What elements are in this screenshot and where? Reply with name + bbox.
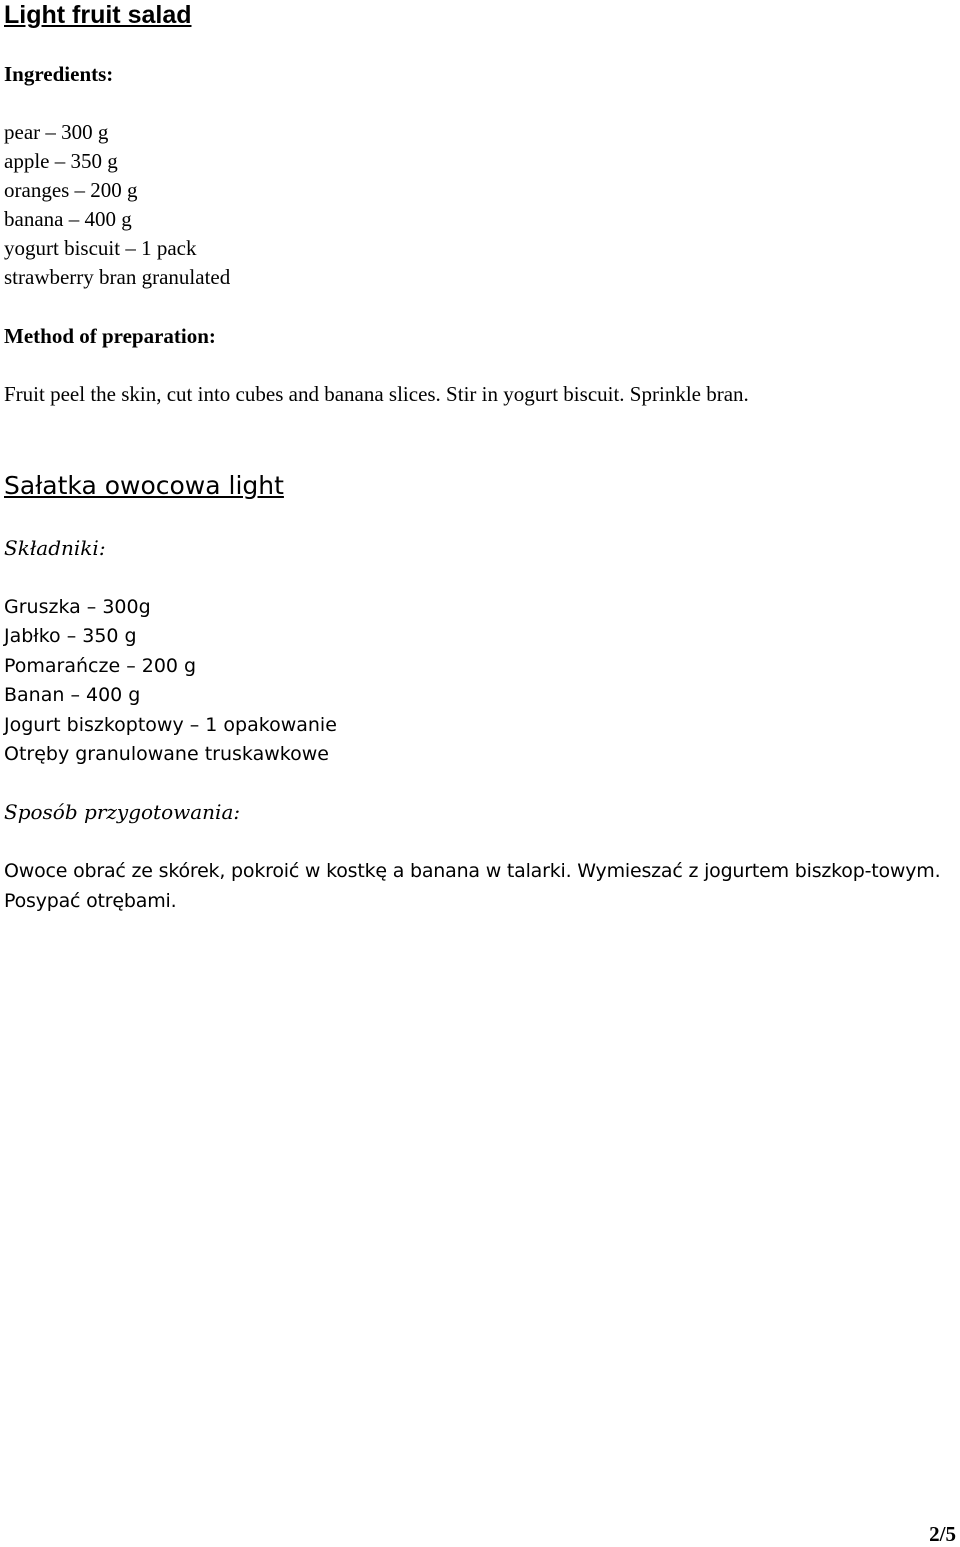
ingredients-heading-english: Ingredients: bbox=[4, 62, 114, 86]
method-text-english: Fruit peel the skin, cut into cubes and banana slices. Stir in yogurt biscuit. Sprinkle bran. bbox=[4, 382, 749, 406]
method-heading-english: Method of preparation: bbox=[4, 324, 216, 348]
ingredient-item: oranges – 200 g bbox=[4, 178, 138, 202]
polish-recipe bbox=[4, 470, 956, 916]
ingredient-item: Jabłko – 350 g bbox=[4, 625, 137, 648]
method-heading-polish: Sposób przygotowania: bbox=[4, 800, 241, 825]
ingredients-list-english bbox=[4, 118, 956, 292]
ingredient-item: Gruszka – 300g bbox=[4, 596, 151, 618]
ingredient-item: Jogurt biszkoptowy – 1 opakowanie bbox=[4, 713, 337, 736]
recipe-title-polish: Sałatka owocowa light bbox=[4, 471, 284, 500]
ingredient-item: Otręby granulowane truskawkowe bbox=[4, 743, 329, 766]
ingredient-item: yogurt biscuit – 1 pack bbox=[4, 236, 197, 260]
ingredient-item: pear – 300 g bbox=[4, 120, 109, 144]
ingredients-list-polish bbox=[4, 593, 956, 769]
page-number: 2/5 bbox=[929, 1522, 956, 1546]
ingredient-item: banana – 400 g bbox=[4, 207, 132, 231]
english-recipe bbox=[4, 0, 956, 409]
ingredient-item: Banan – 400 g bbox=[4, 684, 141, 707]
recipe-title-english: Light fruit salad bbox=[4, 1, 192, 29]
ingredient-item: strawberry bran granulated bbox=[4, 265, 231, 289]
ingredient-item: apple – 350 g bbox=[4, 149, 118, 173]
ingredient-item: Pomarańcze – 200 g bbox=[4, 654, 197, 677]
ingredients-heading-polish: Składniki: bbox=[4, 536, 106, 560]
method-text-polish: Owoce obrać ze skórek, pokroić w kostkę a banana w talarki. Wymieszać z jogurtem biszkop-towym. Posypać otrębami. bbox=[4, 860, 941, 913]
